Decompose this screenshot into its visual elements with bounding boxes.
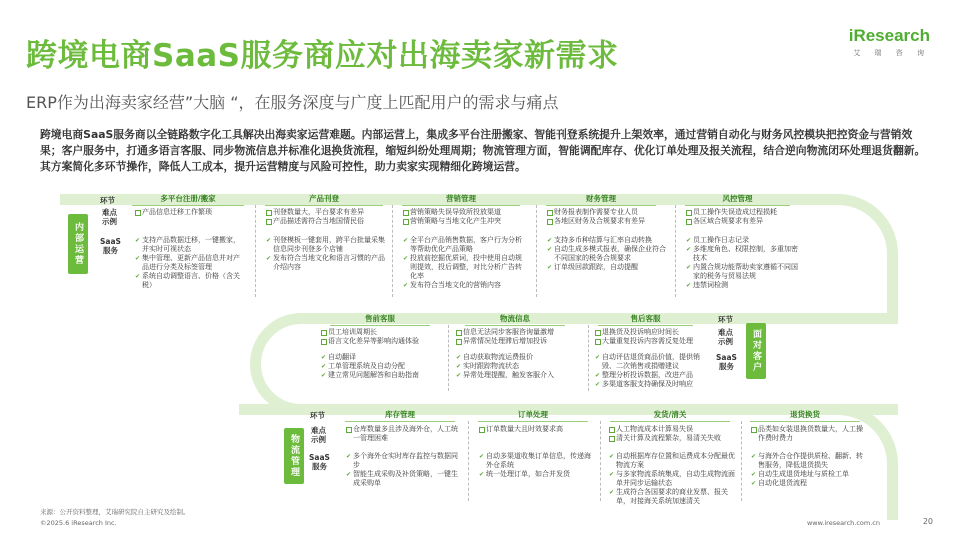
column-header: 订单处理 [478, 409, 588, 422]
pain-cell [478, 425, 594, 434]
saas-item: ✔ 建立常见问题解答和自助指南 [320, 371, 442, 380]
saas-cell [455, 353, 583, 380]
pain-cell [455, 328, 583, 346]
section-label-internal: 内部运营 [68, 214, 88, 274]
column-header: 物流信息 [465, 313, 565, 326]
pain-item: 语言文化差异等影响沟通体验 [320, 337, 442, 346]
pain-item: 产品描述需符合当地国情民俗 [265, 217, 385, 226]
saas-item: ✔ 实时跟踪物流状态 [455, 362, 583, 371]
saas-item: ✔ 支持多币种结算与汇率自动转换 [546, 236, 666, 245]
saas-item: ✔ 自动生成退货地址与质检工单 [750, 470, 868, 479]
saas-item: ✔ 自动获取物流运费报价 [455, 353, 583, 362]
column-header: 售前客服 [330, 313, 430, 326]
source-note: 来源：公开资料整理，艾瑞研究院自主研究及绘制。 [40, 508, 190, 516]
column-header: 营销管理 [402, 193, 520, 206]
saas-cell [608, 452, 736, 506]
saas-item: ✔ 全平台产品销售数据，客户行为分析等帮助优化产品策略 [402, 236, 528, 254]
pain-cell [594, 328, 706, 346]
pain-item: 刊登数量大，平台要求有差异 [265, 208, 385, 217]
pain-item: 大量重复投诉内容需反复处理 [594, 337, 706, 346]
pain-cell [134, 208, 242, 217]
pain-item: 信息无法同步客服咨询量激增 [455, 328, 583, 337]
pain-item: 营销策略失误导致所投放渠道 [402, 208, 528, 217]
pain-item: 营销策略与当地文化产生冲突 [402, 217, 528, 226]
saas-item: ✔ 内置合规功能帮助卖家遵循不同国家的税务与贸易法规 [685, 263, 803, 281]
pain-item: 产品信息迁移工作繁琐 [134, 208, 242, 217]
saas-item: ✔ 自动根据库存位置和运费成本分配最优物流方案 [608, 452, 736, 470]
saas-item: ✔ 投放前挖掘优质词，投中使用自动规则提效，投后调整，对比分析广告转化率 [402, 254, 528, 281]
saas-item: ✔ 自动评估退货商品价值，提供销毁、二次销售或捐赠建议 [594, 353, 706, 371]
iresearch-logo [849, 26, 930, 58]
saas-item: ✔ 自动化退货流程 [750, 479, 868, 488]
section-label-customer: 面对客户 [746, 323, 766, 379]
saas-item: ✔ 多个海外仓实时库存监控与数据同步 [345, 452, 463, 470]
pain-cell [320, 328, 442, 346]
row-label-stage: 环节 [718, 315, 733, 324]
section-label-logistics: 物流管理 [284, 428, 304, 484]
saas-cell [265, 236, 385, 272]
pain-item: 订单数量大且时效要求高 [478, 425, 594, 434]
saas-item: ✔ 异常处理提醒，触发客服介入 [455, 371, 583, 380]
pain-item: 员工培训周期长 [320, 328, 442, 337]
intro-paragraph: 跨境电商SaaS服务商以全链路数字化工具解决出海卖家运营难题。内部运营上，集成多平台注册搬家、智能刊登系统提升上架效率，通过营销自动化与财务风控模块把控资金与营销效果；客户服务中，打通多语言客服、同步物流信息并标准化退换货流程，缩短纠纷处理周期；物流管理方面，智能调配库存、优化订单处理及报关流程，结合逆向物流闭环处理退货翻新。其方案简化多环节操作，降低人工成本，提升运营精度与风险可控性，助力卖家实现精细化跨境运营。 [40, 128, 926, 173]
saas-item: ✔ 发布符合当地文化的营销内容 [402, 281, 528, 290]
row-label-saas: SaaS 服务 [716, 353, 737, 371]
page-number: 20 [922, 517, 933, 526]
column-header: 退货换货 [750, 409, 860, 422]
saas-cell [134, 236, 242, 290]
saas-item: ✔ 系统自动调整语言、价格（含关税） [134, 272, 242, 290]
row-label-pain: 难点 示例 [102, 208, 117, 226]
saas-cell [402, 236, 528, 290]
saas-item: ✔ 违禁词检测 [685, 281, 803, 290]
saas-cell [478, 452, 594, 479]
column-header: 售后客服 [598, 313, 693, 326]
column-divider [741, 421, 742, 501]
page-title: 跨境电商SaaS服务商应对出海卖家新需求 [26, 38, 619, 74]
saas-item: ✔ 与海外合仓作提供质检、翻新、转售服务，降低退货损失 [750, 452, 868, 470]
pain-item: 退换货及投诉响应时间长 [594, 328, 706, 337]
column-header: 风控管理 [685, 193, 790, 206]
saas-cell [320, 353, 442, 380]
pain-cell [546, 208, 666, 226]
pain-item: 仓库数量多且涉及海外仓，人工统一管理困难 [345, 425, 463, 443]
column-header: 发货/清关 [610, 409, 730, 422]
column-divider [468, 421, 469, 501]
saas-item: ✔ 与多家物流系统集成，自动生成物流面单并同步运输状态 [608, 470, 736, 488]
saas-item: ✔ 工单管理系统及自动分配 [320, 362, 442, 371]
pain-cell [750, 425, 868, 443]
saas-item: ✔ 订单级回款跟踪，自动提醒 [546, 263, 666, 272]
saas-cell [594, 353, 706, 389]
column-header: 库存管理 [345, 409, 455, 422]
column-header: 产品刊登 [265, 193, 383, 206]
saas-cell [685, 236, 803, 290]
saas-item: ✔ 智能生成采购及补货策略，一键生成采购单 [345, 470, 463, 488]
column-header: 财务管理 [546, 193, 656, 206]
row-label-stage: 环节 [100, 196, 115, 205]
saas-item: ✔ 支持产品数据迁移，一键搬家，并实时可视状态 [134, 236, 242, 254]
saas-item: ✔ 集中管理、更新产品信息并对产品进行分类及标签管理 [134, 254, 242, 272]
pain-cell [608, 425, 736, 443]
pain-item: 财务报表制作需要专业人员 [546, 208, 666, 217]
pain-item: 员工操作失误造成过程损耗 [685, 208, 803, 217]
row-label-saas: SaaS 服务 [100, 237, 121, 255]
saas-cell [345, 452, 463, 488]
saas-item: ✔ 自动翻译 [320, 353, 442, 362]
row-label-stage: 环节 [310, 411, 325, 420]
copyright: ©2025.6 iResearch Inc. [40, 519, 117, 527]
saas-item: ✔ 发布符合当地文化和语言习惯的产品介绍内容 [265, 254, 385, 272]
pain-cell [685, 208, 803, 226]
pain-item: 品类如女装退换货数量大，人工操作费时费力 [750, 425, 868, 443]
saas-item: ✔ 多维度角色、权限控制，多重加密技术 [685, 245, 803, 263]
logo-cn-text: 艾 瑞 咨 询 [853, 49, 930, 57]
pain-item: 人工物流成本计算易失误 [608, 425, 736, 434]
column-divider [536, 205, 537, 297]
column-divider [675, 205, 676, 297]
column-divider [588, 325, 589, 391]
pain-cell [402, 208, 528, 226]
pain-cell [345, 425, 463, 443]
saas-item: ✔ 自动生成多模式报表，确保企业符合不同国家的税务合规要求 [546, 245, 666, 263]
saas-item: ✔ 自动多渠道收集订单信息，传递海外仓系统 [478, 452, 594, 470]
pain-item: 各区域合规要求有差异 [685, 217, 803, 226]
saas-item: ✔ 多渠道客服支持确保及时响应 [594, 380, 706, 389]
column-header: 多平台注册/搬家 [132, 193, 244, 206]
saas-item: ✔ 刊登模板一键套用，跨平台批量采集信息同步刊登多个店铺 [265, 236, 385, 254]
row-label-pain: 难点 示例 [311, 426, 326, 444]
row-label-saas: SaaS 服务 [309, 453, 330, 471]
column-divider [600, 421, 601, 501]
row-label-pain: 难点 示例 [718, 328, 733, 346]
saas-item: ✔ 统一处理订单，如合并发货 [478, 470, 594, 479]
column-divider [255, 205, 256, 297]
column-divider [392, 205, 393, 297]
pain-item: 各地区财务及合规要求有差异 [546, 217, 666, 226]
website-link[interactable]: www.iresearch.com.cn [806, 519, 880, 527]
pain-item: 清关计算及流程繁杂，易清关失败 [608, 434, 736, 443]
saas-item: ✔ 员工操作日志记录 [685, 236, 803, 245]
page-subtitle: ERP作为出海卖家经营”大脑 “，在服务深度与广度上匹配用户的需求与痛点 [26, 93, 559, 112]
logo-text: iResearch [848, 26, 930, 45]
pain-cell [265, 208, 385, 226]
saas-item: ✔ 生成符合各国要求的商业发票、报关单，对接海关系统加速清关 [608, 488, 736, 506]
pain-item: 异常情况处理滞后增加投诉 [455, 337, 583, 346]
saas-cell [546, 236, 666, 272]
saas-item: ✔ 整理分析投诉数据，改进产品 [594, 371, 706, 380]
column-divider [448, 325, 449, 391]
saas-cell [750, 452, 868, 488]
